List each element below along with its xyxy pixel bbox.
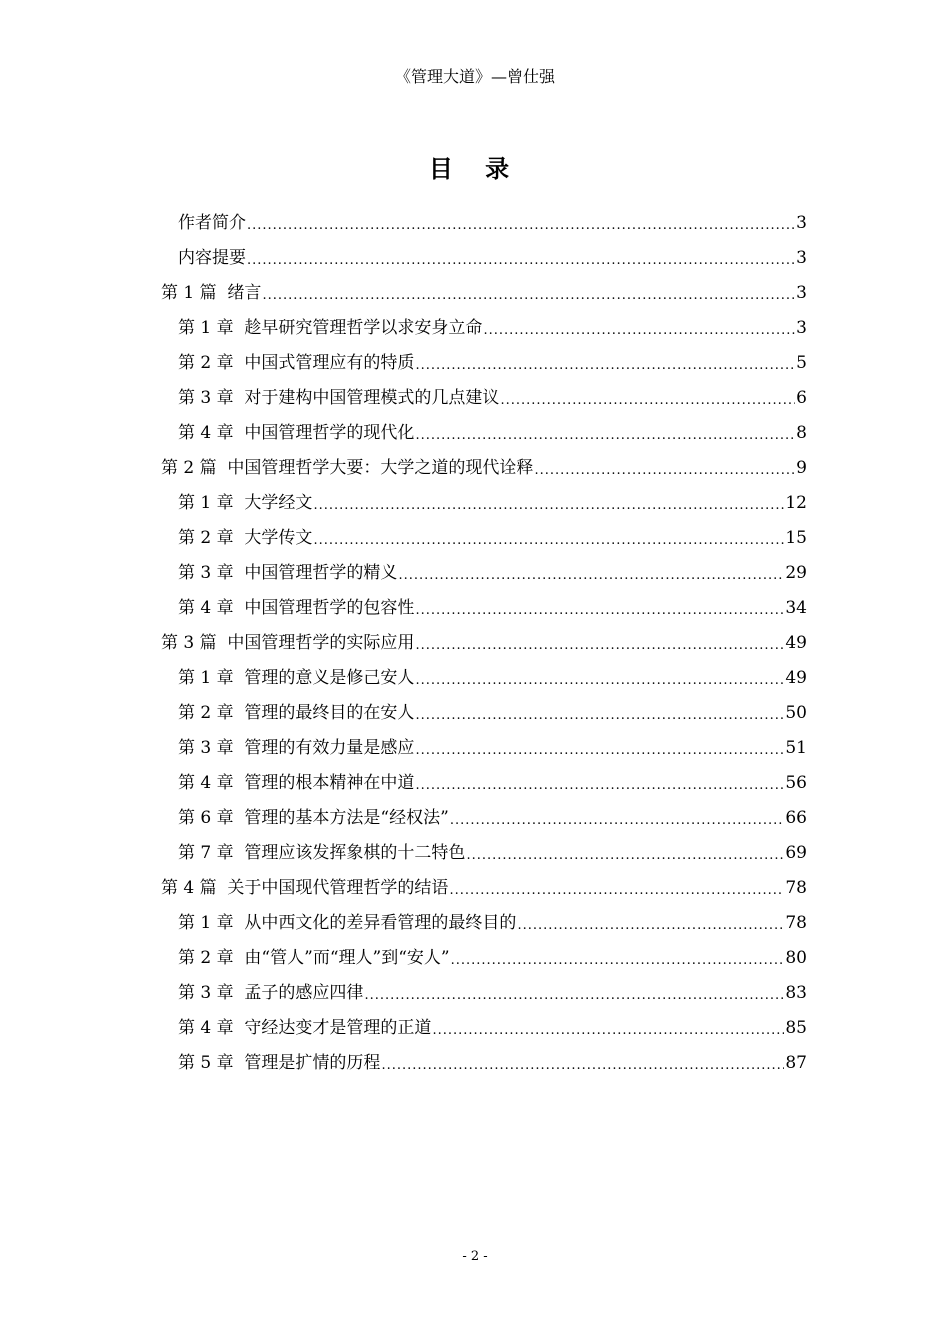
toc-entry-page-number: 6 bbox=[796, 388, 807, 408]
toc-chapter-entry[interactable] bbox=[161, 556, 807, 591]
dot-leader bbox=[415, 351, 795, 381]
toc-entry-label: 第 5 章 管理是扩情的历程 bbox=[178, 1053, 381, 1073]
toc-chapter-entry[interactable] bbox=[161, 836, 807, 871]
toc-part-entry[interactable] bbox=[161, 451, 807, 486]
toc-entry-page-number: 66 bbox=[785, 808, 807, 828]
toc-entry-label: 作者简介 bbox=[178, 213, 246, 233]
toc-chapter-entry[interactable] bbox=[161, 801, 807, 836]
toc-chapter-entry[interactable] bbox=[161, 1011, 807, 1046]
toc-entry-label: 第 7 章 管理应该发挥象棋的十二特色 bbox=[178, 843, 466, 863]
toc-entry-page-number: 3 bbox=[796, 318, 807, 338]
toc-entry-page-number: 50 bbox=[785, 703, 807, 723]
dot-leader bbox=[398, 561, 784, 591]
dot-leader bbox=[415, 771, 784, 801]
toc-entry-label: 第 2 章 大学传文 bbox=[178, 528, 313, 548]
dot-leader bbox=[247, 211, 795, 241]
running-header: 《管理大道》—曾仕强 bbox=[394, 67, 555, 86]
toc-entry-page-number: 85 bbox=[785, 1018, 807, 1038]
dot-leader bbox=[534, 456, 795, 486]
dot-leader bbox=[517, 911, 784, 941]
toc-chapter-entry[interactable] bbox=[161, 591, 807, 626]
toc-entry-page-number: 69 bbox=[785, 843, 807, 863]
toc-entry-label: 第 3 篇 中国管理哲学的实际应用 bbox=[161, 633, 415, 653]
toc-entry-page-number: 34 bbox=[785, 598, 807, 618]
dot-leader bbox=[313, 491, 784, 521]
dot-leader bbox=[466, 841, 784, 871]
dot-leader bbox=[500, 386, 795, 416]
toc-entry-page-number: 3 bbox=[796, 283, 807, 303]
toc-entry-label: 第 1 章 大学经文 bbox=[178, 493, 313, 513]
toc-entry-page-number: 87 bbox=[785, 1053, 807, 1073]
toc-entry-label: 第 2 章 中国式管理应有的特质 bbox=[178, 353, 415, 373]
page-number: - 2 - bbox=[462, 1249, 488, 1264]
dot-leader bbox=[381, 1051, 784, 1081]
toc-entry-label: 第 1 篇 绪言 bbox=[161, 283, 262, 303]
dot-leader bbox=[483, 316, 795, 346]
toc-part-entry[interactable] bbox=[161, 276, 807, 311]
toc-chapter-entry[interactable] bbox=[161, 941, 807, 976]
toc-entry-page-number: 29 bbox=[785, 563, 807, 583]
toc-entry-page-number: 9 bbox=[796, 458, 807, 478]
dot-leader bbox=[364, 981, 784, 1011]
toc-part-entry[interactable] bbox=[161, 626, 807, 661]
toc-chapter-entry[interactable] bbox=[161, 241, 807, 276]
dot-leader bbox=[415, 596, 784, 626]
toc-entry-page-number: 83 bbox=[785, 983, 807, 1003]
toc-entry-label: 第 1 章 趁早研究管理哲学以求安身立命 bbox=[178, 318, 483, 338]
toc-entry-page-number: 12 bbox=[785, 493, 807, 513]
toc-entry-page-number: 49 bbox=[785, 668, 807, 688]
dot-leader bbox=[449, 876, 784, 906]
toc-entry-page-number: 51 bbox=[785, 738, 807, 758]
dot-leader bbox=[415, 631, 784, 661]
dot-leader bbox=[415, 421, 795, 451]
toc-entry-label: 第 4 章 管理的根本精神在中道 bbox=[178, 773, 415, 793]
toc-chapter-entry[interactable] bbox=[161, 661, 807, 696]
toc-entry-label: 第 1 章 从中西文化的差异看管理的最终目的 bbox=[178, 913, 517, 933]
toc-chapter-entry[interactable] bbox=[161, 766, 807, 801]
toc-entry-page-number: 8 bbox=[796, 423, 807, 443]
toc-entry-page-number: 78 bbox=[785, 913, 807, 933]
toc-entry-page-number: 3 bbox=[796, 248, 807, 268]
toc-entry-page-number: 5 bbox=[796, 353, 807, 373]
toc-chapter-entry[interactable] bbox=[161, 381, 807, 416]
toc-entry-label: 第 1 章 管理的意义是修己安人 bbox=[178, 668, 415, 688]
toc-chapter-entry[interactable] bbox=[161, 1046, 807, 1081]
toc-chapter-entry[interactable] bbox=[161, 731, 807, 766]
toc-chapter-entry[interactable] bbox=[161, 696, 807, 731]
toc-part-entry[interactable] bbox=[161, 871, 807, 906]
toc-title: 目 录 bbox=[428, 154, 522, 183]
toc-entry-label: 第 2 篇 中国管理哲学大要：大学之道的现代诠释 bbox=[161, 458, 534, 478]
toc-entry-page-number: 49 bbox=[785, 633, 807, 653]
toc-entry-page-number: 78 bbox=[785, 878, 807, 898]
toc-entry-label: 第 4 章 守经达变才是管理的正道 bbox=[178, 1018, 432, 1038]
dot-leader bbox=[313, 526, 784, 556]
toc-chapter-entry[interactable] bbox=[161, 486, 807, 521]
toc-entry-label: 第 6 章 管理的基本方法是“经权法” bbox=[178, 808, 449, 828]
toc-entry-page-number: 15 bbox=[785, 528, 807, 548]
toc-entry-label: 内容提要 bbox=[178, 248, 246, 268]
toc-entry-label: 第 3 章 对于建构中国管理模式的几点建议 bbox=[178, 388, 500, 408]
dot-leader bbox=[262, 281, 795, 311]
toc-entry-label: 第 2 章 管理的最终目的在安人 bbox=[178, 703, 415, 723]
toc-chapter-entry[interactable] bbox=[161, 206, 807, 241]
toc-chapter-entry[interactable] bbox=[161, 311, 807, 346]
toc-entry-page-number: 56 bbox=[785, 773, 807, 793]
toc-entry-label: 第 3 章 管理的有效力量是感应 bbox=[178, 738, 415, 758]
toc-entry-label: 第 2 章 由“管人”而“理人”到“安人” bbox=[178, 948, 450, 968]
toc-entry-label: 第 4 章 中国管理哲学的包容性 bbox=[178, 598, 415, 618]
table-of-contents bbox=[161, 206, 807, 1081]
toc-entry-page-number: 80 bbox=[785, 948, 807, 968]
toc-entry-label: 第 3 章 孟子的感应四律 bbox=[178, 983, 364, 1003]
toc-entry-label: 第 4 篇 关于中国现代管理哲学的结语 bbox=[161, 878, 449, 898]
dot-leader bbox=[415, 736, 784, 766]
dot-leader bbox=[415, 701, 784, 731]
toc-chapter-entry[interactable] bbox=[161, 346, 807, 381]
toc-entry-label: 第 3 章 中国管理哲学的精义 bbox=[178, 563, 398, 583]
toc-entry-page-number: 3 bbox=[796, 213, 807, 233]
dot-leader bbox=[450, 806, 785, 836]
dot-leader bbox=[432, 1016, 784, 1046]
toc-chapter-entry[interactable] bbox=[161, 906, 807, 941]
dot-leader bbox=[247, 246, 795, 276]
toc-chapter-entry[interactable] bbox=[161, 976, 807, 1011]
dot-leader bbox=[451, 946, 785, 976]
toc-chapter-entry[interactable] bbox=[161, 521, 807, 556]
toc-entry-label: 第 4 章 中国管理哲学的现代化 bbox=[178, 423, 415, 443]
dot-leader bbox=[415, 666, 784, 696]
toc-chapter-entry[interactable] bbox=[161, 416, 807, 451]
